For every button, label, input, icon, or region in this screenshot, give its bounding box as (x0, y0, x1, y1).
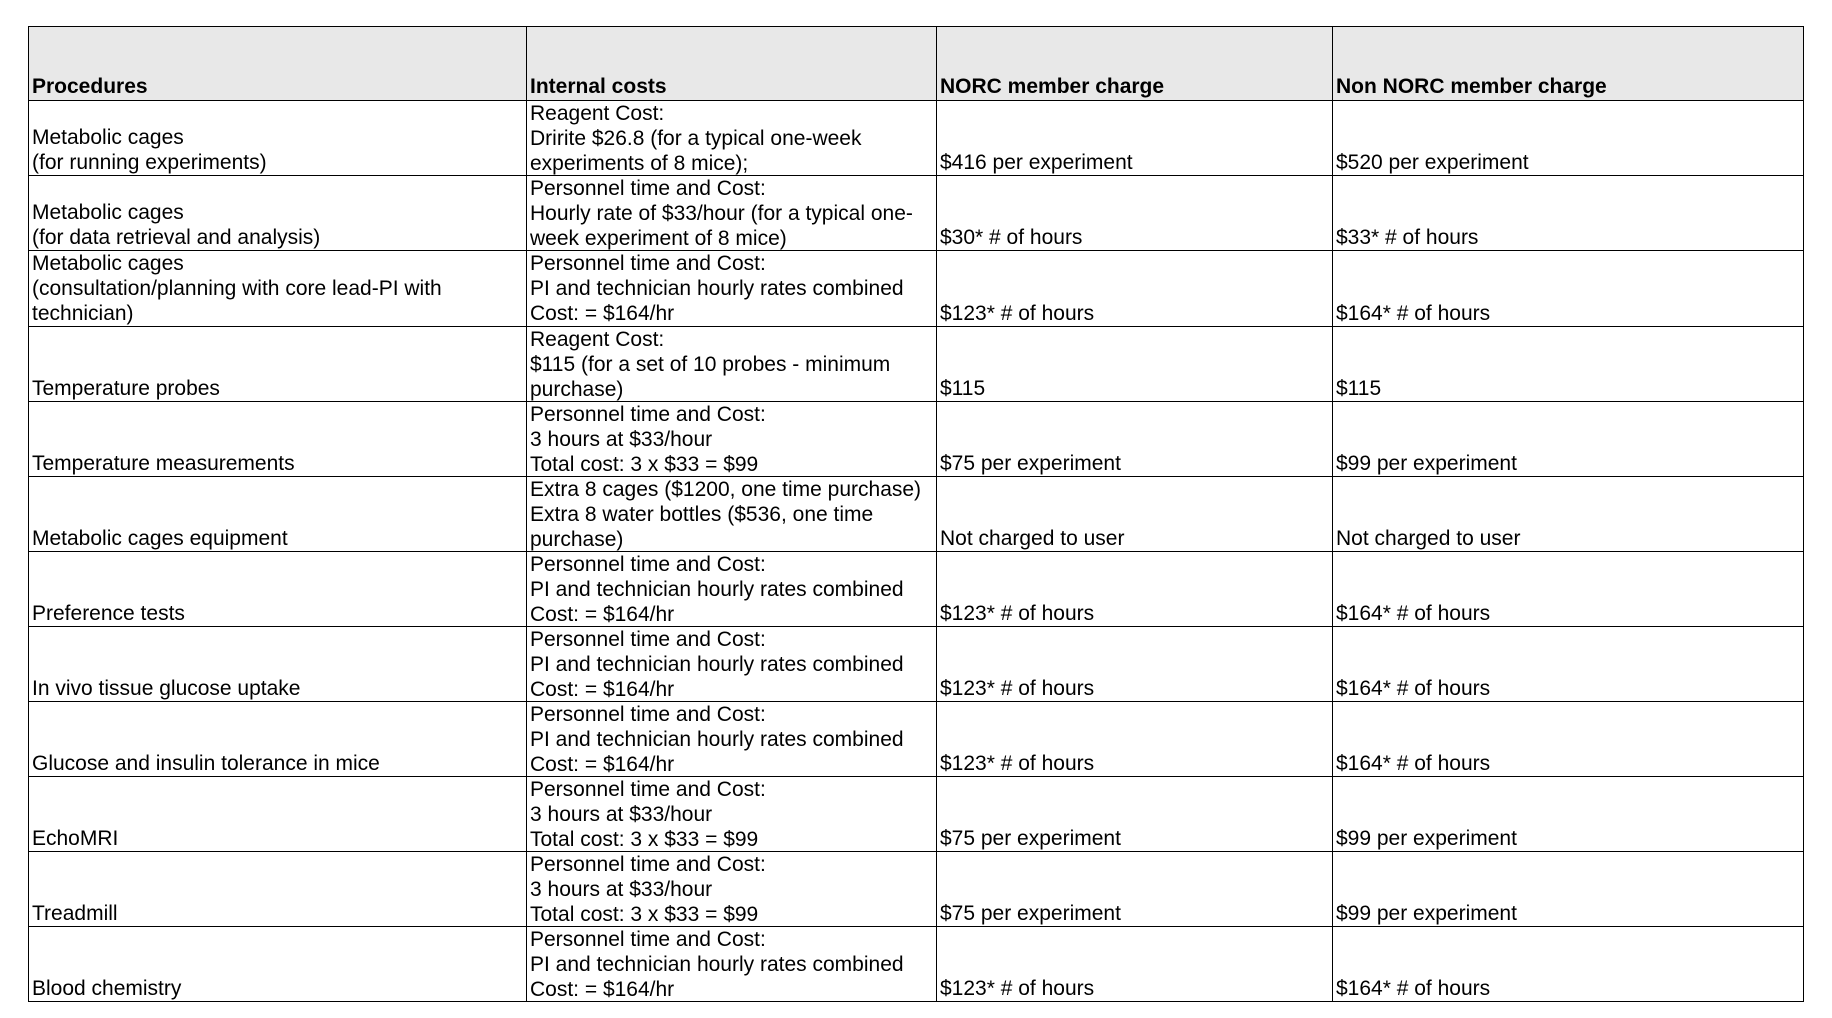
internal-costs-cell (527, 477, 937, 552)
non-norc-member-charge-cell: $520 per experiment (1333, 101, 1804, 176)
table-row (29, 927, 1804, 1002)
internal-costs-line: $115 (for a set of 10 probes - minimum (530, 353, 891, 376)
internal-costs-line: Personnel time and Cost: (530, 853, 766, 876)
internal-costs-text (530, 251, 936, 325)
procedure-line: Metabolic cages (32, 201, 184, 224)
internal-costs-line: week experiment of 8 mice) (530, 227, 787, 250)
procedure-line: Metabolic cages equipment (32, 527, 288, 550)
internal-costs-line: 3 hours at $33/hour (530, 428, 713, 451)
procedure-line: (for running experiments) (32, 151, 267, 174)
internal-costs-cell (527, 101, 937, 176)
internal-costs-line: PI and technician hourly rates combined (530, 653, 904, 676)
table-body (29, 101, 1804, 1002)
internal-costs-cell (527, 852, 937, 927)
internal-costs-text (530, 702, 936, 776)
procedure-line: (for data retrieval and analysis) (32, 226, 321, 249)
internal-costs-line: Dririte $26.8 (for a typical one-week (530, 127, 862, 150)
internal-costs-cell (527, 777, 937, 852)
internal-costs-line: Personnel time and Cost: (530, 403, 766, 426)
procedure-line: technician) (32, 302, 134, 325)
norc-member-charge-cell: $123* # of hours (937, 251, 1333, 327)
norc-member-charge-cell: $30* # of hours (937, 176, 1333, 251)
procedure-line: Temperature measurements (32, 452, 295, 475)
internal-costs-text (530, 777, 936, 851)
header-internal-costs: Internal costs (527, 27, 937, 101)
procedure-cell (29, 777, 527, 852)
internal-costs-line: Hourly rate of $33/hour (for a typical one- (530, 202, 913, 225)
table-row (29, 477, 1804, 552)
table-row (29, 627, 1804, 702)
procedure-cell (29, 627, 527, 702)
procedure-line: EchoMRI (32, 827, 119, 850)
internal-costs-text (530, 552, 936, 626)
procedure-cell (29, 477, 527, 552)
internal-costs-line: Extra 8 water bottles ($536, one time (530, 503, 874, 526)
procedure-cell (29, 927, 527, 1002)
non-norc-member-charge-cell: Not charged to user (1333, 477, 1804, 552)
procedure-cell (29, 176, 527, 251)
non-norc-member-charge-cell: $99 per experiment (1333, 402, 1804, 477)
internal-costs-line: Total cost: 3 x $33 = $99 (530, 453, 759, 476)
norc-member-charge-cell: $416 per experiment (937, 101, 1333, 176)
procedure-line: (consultation/planning with core lead-PI with (32, 277, 442, 300)
table-row (29, 176, 1804, 251)
internal-costs-line: 3 hours at $33/hour (530, 878, 713, 901)
internal-costs-line: Reagent Cost: (530, 102, 665, 125)
internal-costs-text (530, 627, 936, 701)
procedure-line: Glucose and insulin tolerance in mice (32, 752, 380, 775)
internal-costs-cell (527, 627, 937, 702)
norc-member-charge-cell: $75 per experiment (937, 777, 1333, 852)
internal-costs-text (530, 176, 936, 250)
internal-costs-line: Extra 8 cages ($1200, one time purchase) (530, 478, 922, 501)
non-norc-member-charge-cell: $99 per experiment (1333, 777, 1804, 852)
internal-costs-line: PI and technician hourly rates combined (530, 728, 904, 751)
non-norc-member-charge-cell: $99 per experiment (1333, 852, 1804, 927)
internal-costs-line: Personnel time and Cost: (530, 778, 766, 801)
procedure-cell (29, 327, 527, 402)
procedure-cell (29, 251, 527, 327)
internal-costs-cell (527, 327, 937, 402)
internal-costs-line: purchase) (530, 528, 624, 551)
header-norc-member-charge: NORC member charge (937, 27, 1333, 101)
internal-costs-line: Cost: = $164/hr (530, 753, 675, 776)
procedure-line: Metabolic cages (32, 126, 184, 149)
header-row (29, 27, 1804, 101)
table-row (29, 777, 1804, 852)
non-norc-member-charge-cell: $115 (1333, 327, 1804, 402)
header-procedures: Procedures (29, 27, 527, 101)
procedure-line: Blood chemistry (32, 977, 182, 1000)
procedure-line: Preference tests (32, 602, 185, 625)
internal-costs-text (530, 927, 936, 1001)
internal-costs-cell (527, 176, 937, 251)
norc-member-charge-cell: $115 (937, 327, 1333, 402)
table-row (29, 702, 1804, 777)
internal-costs-line: Personnel time and Cost: (530, 252, 766, 275)
internal-costs-line: Cost: = $164/hr (530, 678, 675, 701)
internal-costs-text (530, 852, 936, 926)
norc-member-charge-cell: $75 per experiment (937, 852, 1333, 927)
internal-costs-line: Total cost: 3 x $33 = $99 (530, 828, 759, 851)
procedure-cell (29, 101, 527, 176)
internal-costs-line: Personnel time and Cost: (530, 628, 766, 651)
internal-costs-line: PI and technician hourly rates combined (530, 953, 904, 976)
table-row (29, 327, 1804, 402)
header-non-norc-member-charge: Non NORC member charge (1333, 27, 1804, 101)
non-norc-member-charge-cell: $164* # of hours (1333, 627, 1804, 702)
norc-member-charge-cell: $123* # of hours (937, 552, 1333, 627)
procedure-line: Temperature probes (32, 377, 220, 400)
internal-costs-text (530, 327, 936, 401)
internal-costs-cell (527, 927, 937, 1002)
norc-member-charge-cell: $75 per experiment (937, 402, 1333, 477)
internal-costs-line: experiments of 8 mice); (530, 152, 749, 175)
internal-costs-cell (527, 552, 937, 627)
table-row (29, 402, 1804, 477)
non-norc-member-charge-cell: $164* # of hours (1333, 702, 1804, 777)
internal-costs-line: PI and technician hourly rates combined (530, 578, 904, 601)
procedure-line: Treadmill (32, 902, 118, 925)
procedure-line: In vivo tissue glucose uptake (32, 677, 301, 700)
internal-costs-line: Reagent Cost: (530, 328, 665, 351)
internal-costs-cell (527, 402, 937, 477)
procedure-cell (29, 552, 527, 627)
table-row (29, 251, 1804, 327)
internal-costs-cell (527, 702, 937, 777)
internal-costs-line: Personnel time and Cost: (530, 177, 766, 200)
internal-costs-text (530, 402, 936, 476)
internal-costs-line: Personnel time and Cost: (530, 928, 766, 951)
internal-costs-line: Total cost: 3 x $33 = $99 (530, 903, 759, 926)
internal-costs-line: Cost: = $164/hr (530, 603, 675, 626)
non-norc-member-charge-cell: $164* # of hours (1333, 552, 1804, 627)
non-norc-member-charge-cell: $164* # of hours (1333, 251, 1804, 327)
pricing-table (28, 26, 1804, 1002)
internal-costs-text (530, 101, 936, 175)
non-norc-member-charge-cell: $164* # of hours (1333, 927, 1804, 1002)
internal-costs-line: Personnel time and Cost: (530, 553, 766, 576)
table-row (29, 852, 1804, 927)
internal-costs-line: 3 hours at $33/hour (530, 803, 713, 826)
norc-member-charge-cell: Not charged to user (937, 477, 1333, 552)
procedure-cell (29, 402, 527, 477)
non-norc-member-charge-cell: $33* # of hours (1333, 176, 1804, 251)
procedure-line: Metabolic cages (32, 252, 184, 275)
procedure-cell (29, 852, 527, 927)
norc-member-charge-cell: $123* # of hours (937, 627, 1333, 702)
internal-costs-line: PI and technician hourly rates combined (530, 277, 904, 300)
procedure-cell (29, 702, 527, 777)
norc-member-charge-cell: $123* # of hours (937, 927, 1333, 1002)
norc-member-charge-cell: $123* # of hours (937, 702, 1333, 777)
table-row (29, 101, 1804, 176)
table-row (29, 552, 1804, 627)
internal-costs-line: Cost: = $164/hr (530, 978, 675, 1001)
internal-costs-line: Personnel time and Cost: (530, 703, 766, 726)
internal-costs-cell (527, 251, 937, 327)
internal-costs-line: purchase) (530, 378, 624, 401)
internal-costs-text (530, 477, 936, 551)
internal-costs-line: Cost: = $164/hr (530, 302, 675, 325)
